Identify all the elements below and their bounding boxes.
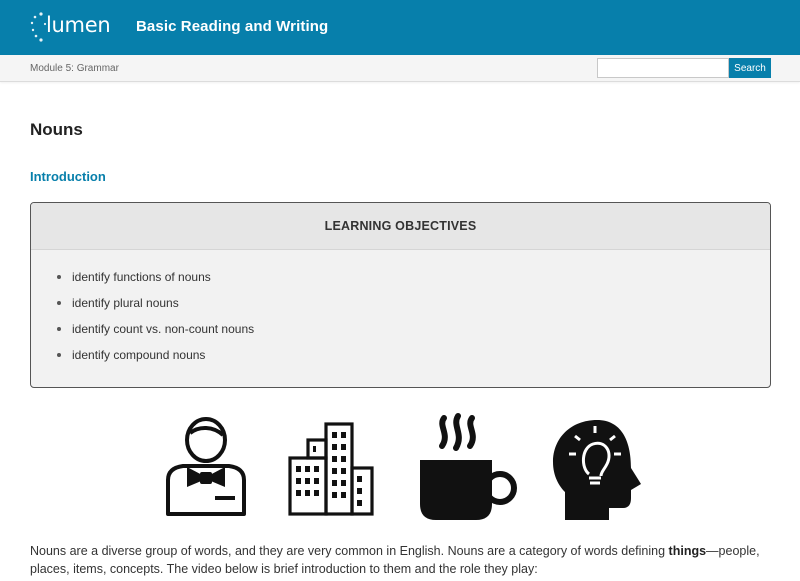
top-header <box>0 0 800 55</box>
learning-objectives-header <box>31 203 770 250</box>
search-input[interactable] <box>597 58 729 78</box>
section-heading: Introduction <box>30 169 106 184</box>
head-lightbulb-icon <box>551 418 647 527</box>
objective-item: identify compound nouns <box>57 342 770 368</box>
objective-item: identify functions of nouns <box>57 264 770 290</box>
coffee-cup-icon <box>418 412 522 529</box>
subheader-bar <box>0 55 800 82</box>
objectives-list <box>31 250 770 368</box>
objective-item: identify count vs. non-count nouns <box>57 316 770 342</box>
lumen-logo[interactable] <box>28 10 112 48</box>
body-text-intro: Nouns are a diverse group of words, and they are very common in English. Nouns are a category of words defining <box>30 544 669 558</box>
page-title: Nouns <box>30 120 83 139</box>
person-bowtie-icon <box>163 416 249 523</box>
city-buildings-icon <box>286 420 376 523</box>
body-paragraph <box>30 542 775 578</box>
search-button[interactable]: Search <box>729 58 771 78</box>
body-text-emphasis: things <box>668 544 707 558</box>
objective-item: identify plural nouns <box>57 290 770 316</box>
learning-objectives-title: LEARNING OBJECTIVES <box>324 219 477 233</box>
breadcrumb[interactable]: Module 5: Grammar <box>30 63 119 74</box>
body-text-rest: —people, places, items, concepts. The video below is brief introduction to them and the role they play: <box>30 544 760 576</box>
learning-objectives-box <box>30 202 771 388</box>
noun-icons-row <box>0 410 800 525</box>
course-title[interactable]: Basic Reading and Writing <box>136 18 329 35</box>
logo-text: lumen <box>46 13 111 37</box>
